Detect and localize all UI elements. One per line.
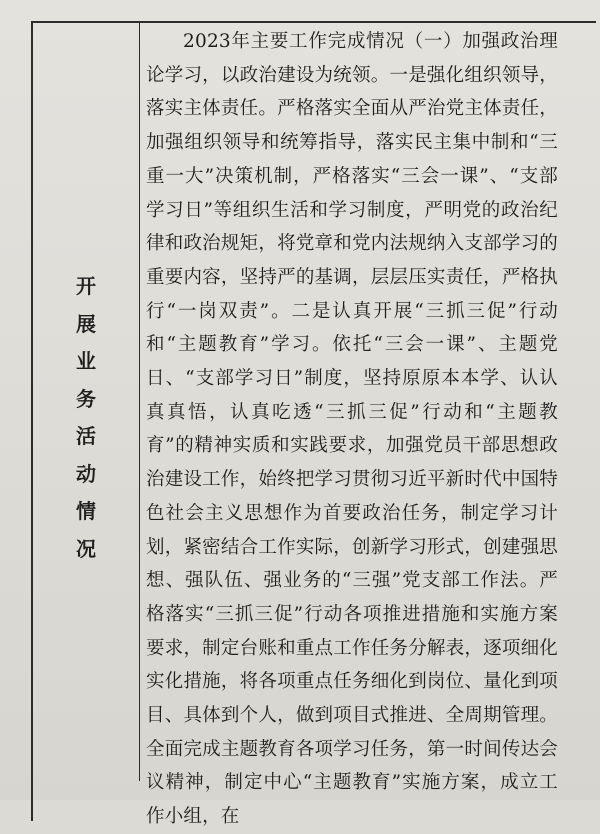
section-label: 开展业务活动情况	[76, 274, 96, 561]
body-paragraph: 2023年主要工作完成情况（一）加强政治理论学习，以政治建设为统领。一是强化组织领导，落实主体责任。严格落实全面从严治党主体责任，加强组织领导和统筹指导，落实民主集中制和“三重一大”决策机制，严格落实“三会一课”、“支部学习日”等组织生活和学习制度，严明党的政治纪律和政治规矩，将党章和党内法规纳入支部学习的重要内容，坚持严的基调，层层压实责任，严格执行“一岗双责”。二是认真开展“三抓三促”行动和“主题教育”学习。依托“三会一课”、主题党日、“支部学习日”制度，坚持原原本本学、认认真真悟，认真吃透“三抓三促”行动和“主题教育”的精神实质和实践要求，加强党员干部思想政治建设工作，始终把学习贯彻习近平新时代中国特色社会主义思想作为首要政治任务，制定学习计划，紧密结合工作实际，创新学习形式，创建强思想、强队伍、强业务的“三强”党支部工作法。严格落实“三抓三促”行动各项推进措施和实施方案要求，制定台账和重点工作任务分解表，逐项细化实化措施，将各项重点任务细化到岗位、量化到项目、具体到个人，做到项目式推进、全周期管理。全面完成主题教育各项学习任务，第一时间传达会议精神，制定中心“主题教育”实施方案，成立工作小组，在	[146, 31, 558, 828]
column-divider	[139, 21, 140, 781]
